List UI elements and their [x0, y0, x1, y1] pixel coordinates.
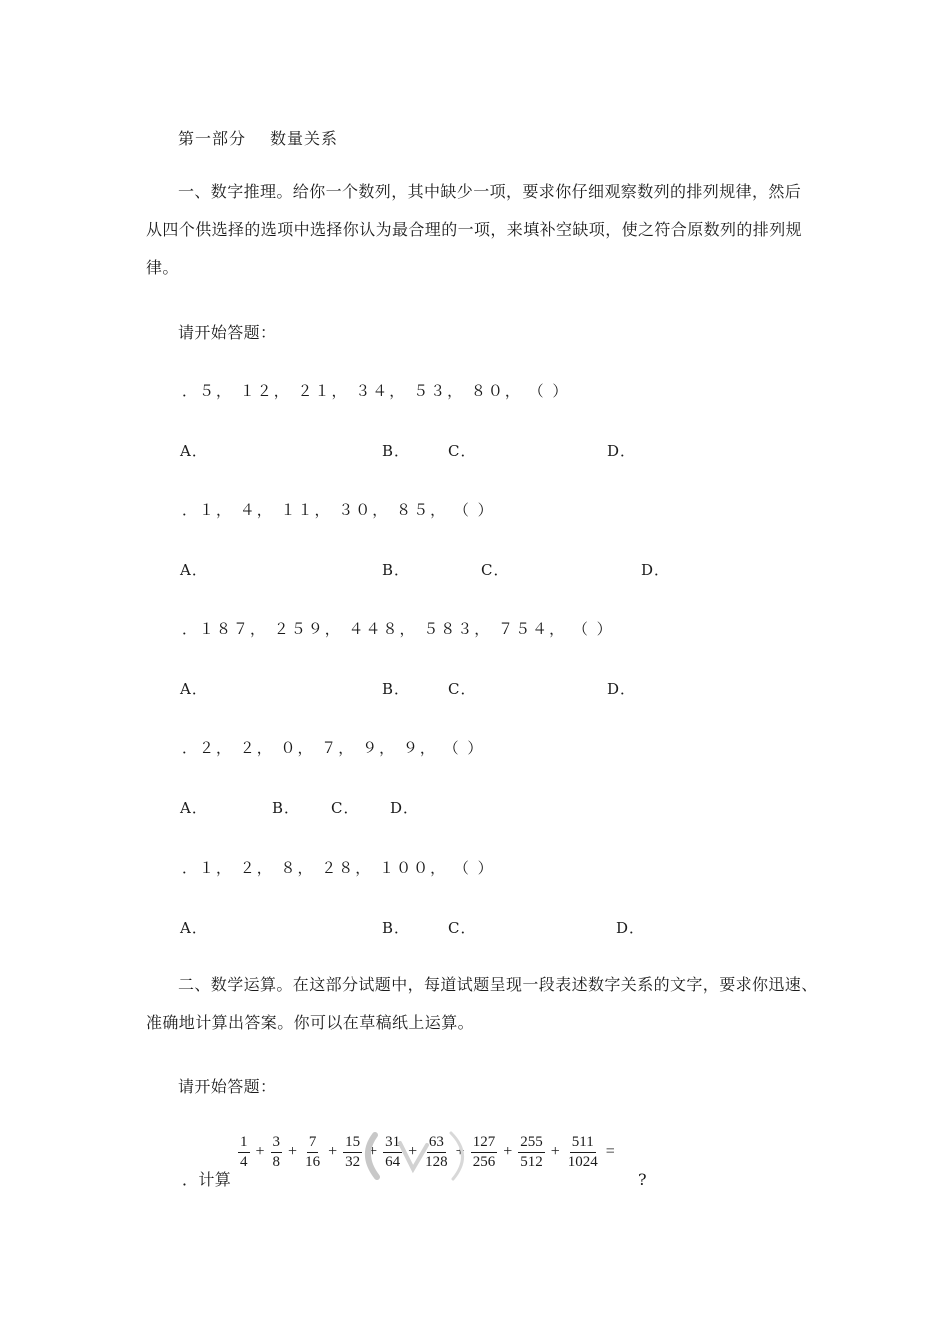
question-2-sequence: ．１， ４， １１， ３０， ８５， （ ）: [182, 501, 495, 519]
fraction-4: [343, 1134, 362, 1171]
question-4-sequence: ．２， ２， ０， ７， ９， ９， （ ）: [182, 739, 485, 757]
fraction-1: [238, 1134, 250, 1171]
question-3-option-a: A．: [180, 680, 208, 698]
fraction-numerator: 255: [518, 1134, 545, 1153]
plus-sign: +: [328, 1143, 338, 1160]
question-1-option-c: C．: [448, 442, 477, 460]
section2-intro-line-1: 二、数学运算。在这部分试题中，每道试题呈现一段表述数字关系的文字，要求你迅速、: [178, 975, 818, 994]
fraction-denominator: 4: [240, 1153, 248, 1170]
plus-sign: +: [550, 1143, 560, 1160]
question-2-option-b: B．: [382, 561, 411, 579]
fraction-denominator: 8: [272, 1153, 281, 1170]
fraction-numerator: 1: [238, 1134, 250, 1153]
fraction-5: [383, 1134, 402, 1171]
question-4-option-d: D．: [390, 799, 420, 817]
question-5-option-d: D．: [616, 919, 646, 937]
question-1-option-d: D．: [607, 442, 637, 460]
fraction-numerator: 127: [471, 1134, 498, 1153]
fraction-3: [303, 1134, 322, 1171]
fraction-denominator: 32: [345, 1153, 361, 1170]
fraction-numerator: 63: [427, 1134, 446, 1153]
plus-sign: +: [255, 1143, 265, 1160]
fraction-2: [271, 1134, 283, 1171]
question-3-option-c: C．: [448, 680, 477, 698]
calc-label: ．计算: [182, 1170, 232, 1189]
plus-sign: +: [503, 1143, 513, 1160]
fraction-denominator: 256: [472, 1153, 496, 1170]
question-5-option-c: C．: [448, 919, 477, 937]
plus-sign: +: [455, 1143, 465, 1160]
question-1-option-b: B．: [382, 442, 411, 460]
equals-sign: =: [605, 1143, 615, 1160]
question-5-sequence: ．１， ２， ８， ２８， １００， （ ）: [182, 859, 495, 877]
part-subtitle: 数量关系: [270, 129, 339, 148]
fraction-numerator: 7: [307, 1134, 319, 1153]
fraction-numerator: 511: [570, 1134, 596, 1153]
fraction-numerator: 3: [271, 1134, 283, 1153]
question-3-sequence: ．１８７， ２５９， ４４８， ５８３， ７５４， （ ）: [182, 620, 614, 638]
section1-intro-line-3: 律。: [146, 258, 179, 277]
fraction-denominator: 16: [305, 1153, 321, 1170]
fraction-denominator: 64: [385, 1153, 401, 1170]
section1-intro-line-1: 一、数字推理。给你一个数列，其中缺少一项，要求你仔细观察数列的排列规律，然后: [178, 182, 802, 201]
question-1-sequence: ．５， １２， ２１， ３４， ５３， ８０， （ ）: [182, 382, 570, 400]
section2-intro-line-2: 准确地计算出答案。你可以在草稿纸上运算。: [146, 1013, 475, 1032]
calc-question-mark: ?: [638, 1170, 647, 1189]
section2-start-prompt: 请开始答题：: [178, 1077, 277, 1096]
plus-sign: +: [408, 1143, 418, 1160]
question-4-option-b: B．: [272, 799, 301, 817]
fraction-7: [471, 1134, 498, 1171]
question-2-option-d: D．: [641, 561, 671, 579]
fraction-numerator: 15: [343, 1134, 362, 1153]
plus-sign: +: [288, 1143, 298, 1160]
question-3-option-d: D．: [607, 680, 637, 698]
part-title: 第一部分: [178, 129, 247, 148]
question-5-option-a: A．: [180, 919, 208, 937]
fraction-8: [518, 1134, 545, 1171]
fraction-9: [566, 1134, 600, 1171]
plus-sign: +: [368, 1143, 378, 1160]
question-4-option-c: C．: [331, 799, 360, 817]
fraction-sum-expression: [236, 1127, 619, 1177]
section1-intro-line-2: 从四个供选择的选项中选择你认为最合理的一项，来填补空缺项，使之符合原数列的排列规: [146, 220, 803, 239]
fraction-6: [423, 1134, 450, 1171]
fraction-denominator: 512: [520, 1153, 543, 1170]
fraction-denominator: 1024: [567, 1153, 598, 1170]
question-1-option-a: A．: [180, 442, 208, 460]
question-4-option-a: A．: [180, 799, 208, 817]
fraction-numerator: 31: [383, 1134, 402, 1153]
question-2-option-c: C．: [481, 561, 510, 579]
section1-start-prompt: 请开始答题：: [178, 323, 277, 342]
fraction-denominator: 128: [425, 1153, 448, 1170]
question-5-option-b: B．: [382, 919, 411, 937]
question-2-option-a: A．: [180, 561, 208, 579]
question-3-option-b: B．: [382, 680, 411, 698]
